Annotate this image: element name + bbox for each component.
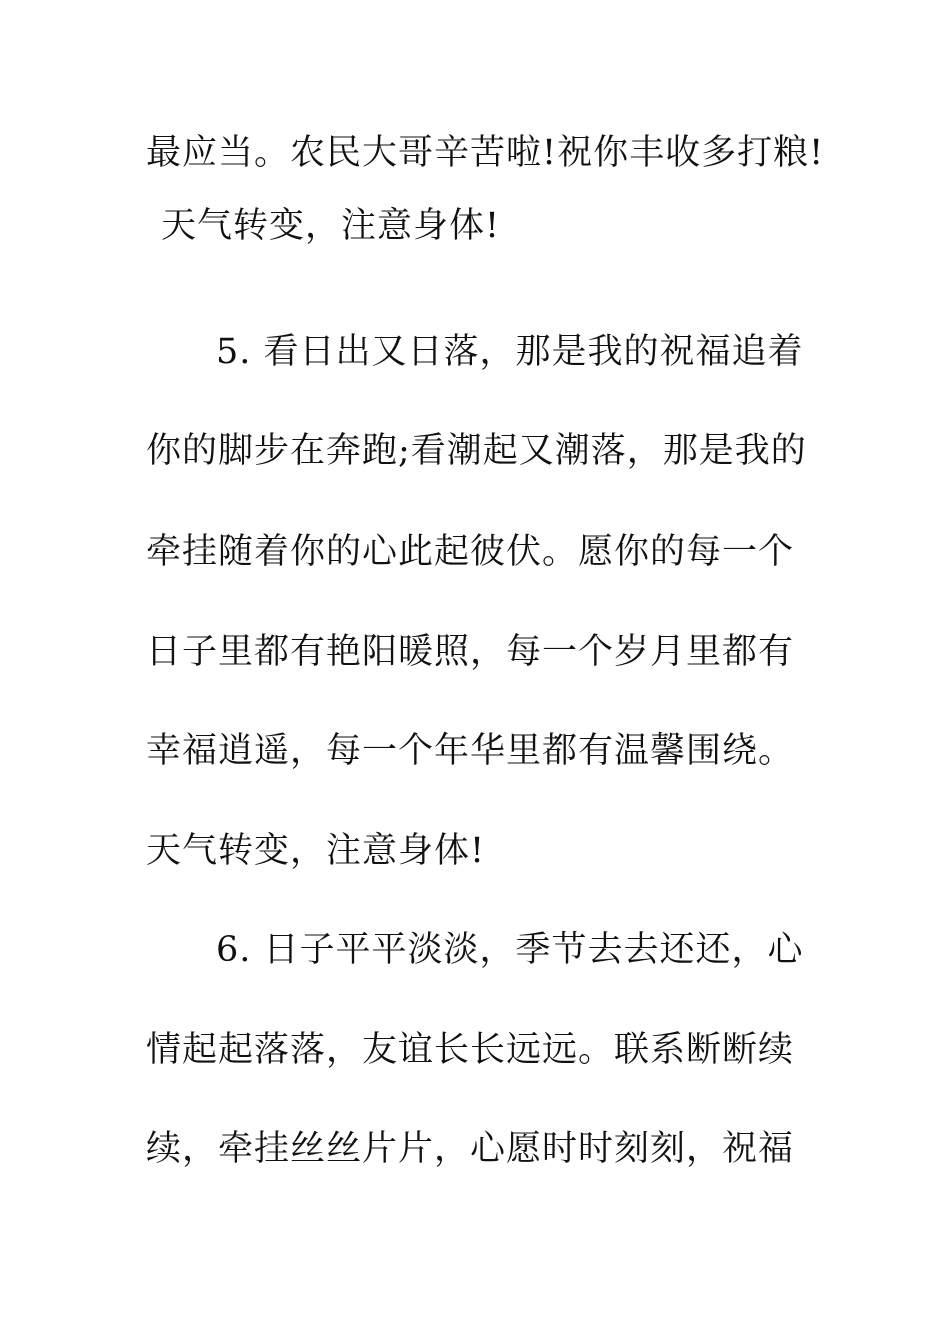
text-line: 最应当。农民大哥辛苦啦!祝你丰收多打粮! (146, 133, 825, 173)
text-line: 日子里都有艳阳暖照，每一个岁月里都有 (146, 632, 795, 672)
text-line: 续，牵挂丝丝片片，心愿时时刻刻，祝福 (146, 1129, 795, 1169)
text-line: 你的脚步在奔跑;看潮起又潮落，那是我的 (146, 431, 807, 471)
text-line: 情起起落落，友谊长长远远。联系断断续 (146, 1030, 795, 1070)
text-line: 天气转变，注意身体! (146, 831, 486, 871)
paragraph-start-6: 6. 日子平平淡淡，季节去去还还，心 (216, 930, 804, 970)
text-line: 天气转变，注意身体! (161, 206, 501, 246)
paragraph-start-5: 5. 看日出又日落，那是我的祝福追着 (216, 332, 804, 372)
text-line: 幸福逍遥，每一个年华里都有温馨围绕。 (146, 731, 795, 771)
text-line: 牵挂随着你的心此起彼伏。愿你的每一个 (146, 532, 795, 572)
